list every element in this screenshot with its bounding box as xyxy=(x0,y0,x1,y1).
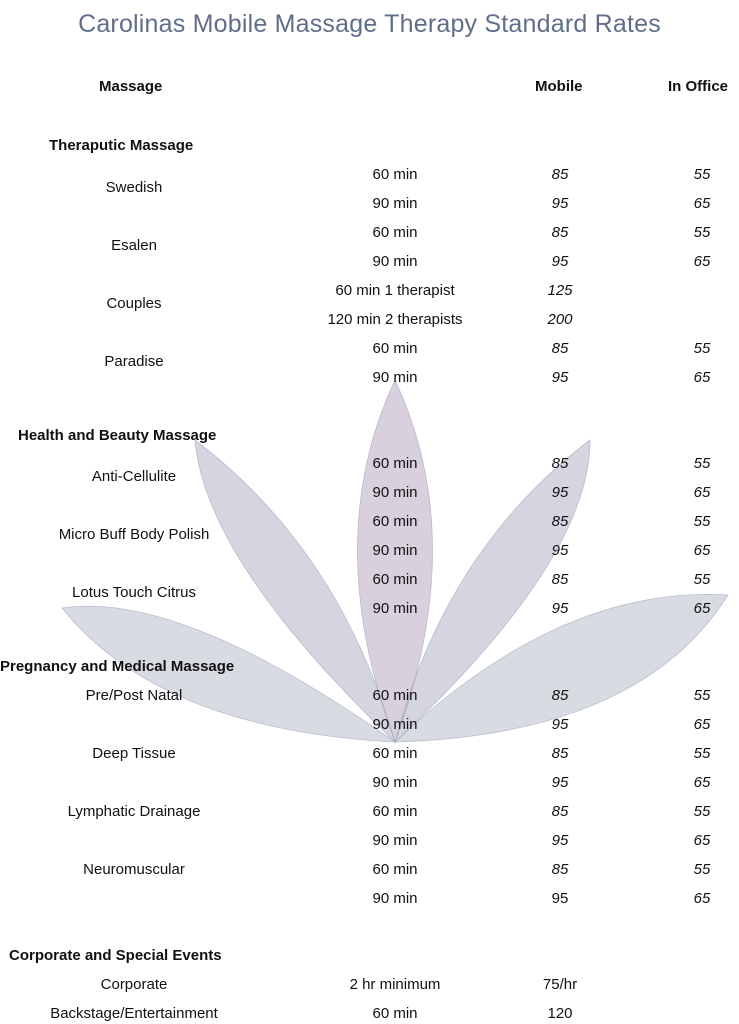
duration-cell: 60 min xyxy=(372,861,418,878)
office-price-cell: 55 xyxy=(693,687,711,704)
mobile-price-cell: 95 xyxy=(551,369,569,386)
mobile-column-header: Mobile xyxy=(535,78,583,95)
duration-cell: 90 min xyxy=(372,542,418,559)
office-price-cell: 65 xyxy=(693,195,711,212)
mobile-price-cell: 120 xyxy=(547,1005,573,1022)
office-price-cell: 55 xyxy=(693,340,711,357)
mobile-price-cell: 95 xyxy=(551,774,569,791)
mobile-price-cell: 85 xyxy=(551,745,569,762)
mobile-price-cell: 95 xyxy=(551,542,569,559)
massage-name: Lotus Touch Citrus xyxy=(72,584,196,601)
duration-cell: 60 min xyxy=(372,513,418,530)
office-price-cell: 55 xyxy=(693,571,711,588)
duration-cell: 60 min 1 therapist xyxy=(335,282,455,299)
massage-name: Backstage/Entertainment xyxy=(50,1005,218,1022)
mobile-price-cell: 85 xyxy=(551,455,569,472)
duration-cell: 60 min xyxy=(372,340,418,357)
massage-name: Swedish xyxy=(105,179,163,196)
office-price-cell: 65 xyxy=(693,774,711,791)
mobile-price-cell: 85 xyxy=(551,803,569,820)
office-price-cell: 55 xyxy=(693,455,711,472)
massage-name: Esalen xyxy=(111,237,157,254)
office-column-header: In Office xyxy=(668,78,729,95)
office-price-cell: 65 xyxy=(693,253,711,270)
mobile-price-cell: 85 xyxy=(551,571,569,588)
mobile-price-cell: 95 xyxy=(551,890,569,907)
section-title: Pregnancy and Medical Massage xyxy=(0,658,235,675)
massage-name: Couples xyxy=(106,295,162,312)
duration-cell: 60 min xyxy=(372,455,418,472)
mobile-price-cell: 95 xyxy=(551,716,569,733)
duration-cell: 90 min xyxy=(372,716,418,733)
duration-cell: 90 min xyxy=(372,253,418,270)
duration-cell: 60 min xyxy=(372,571,418,588)
mobile-price-cell: 95 xyxy=(551,195,569,212)
section-title: Corporate and Special Events xyxy=(9,947,222,964)
mobile-price-cell: 95 xyxy=(551,832,569,849)
mobile-price-cell: 95 xyxy=(551,253,569,270)
mobile-price-cell: 85 xyxy=(551,224,569,241)
office-price-cell: 55 xyxy=(693,224,711,241)
duration-cell: 90 min xyxy=(372,832,418,849)
duration-cell: 60 min xyxy=(372,224,418,241)
section-title: Theraputic Massage xyxy=(49,137,194,154)
massage-name: Pre/Post Natal xyxy=(85,687,183,704)
duration-cell: 120 min 2 therapists xyxy=(327,311,463,328)
mobile-price-cell: 85 xyxy=(551,166,569,183)
duration-cell: 90 min xyxy=(372,195,418,212)
section-title: Health and Beauty Massage xyxy=(18,427,217,444)
massage-name: Paradise xyxy=(104,353,164,370)
office-price-cell: 65 xyxy=(693,832,711,849)
mobile-price-cell: 85 xyxy=(551,513,569,530)
duration-cell: 60 min xyxy=(372,1005,418,1022)
office-price-cell: 65 xyxy=(693,484,711,501)
page-title: Carolinas Mobile Massage Therapy Standard Rates xyxy=(78,10,661,38)
duration-cell: 90 min xyxy=(372,600,418,617)
massage-name: Corporate xyxy=(100,976,168,993)
massage-name: Deep Tissue xyxy=(92,745,176,762)
duration-cell: 60 min xyxy=(372,687,418,704)
office-price-cell: 65 xyxy=(693,369,711,386)
duration-cell: 2 hr minimum xyxy=(349,976,441,993)
office-price-cell: 65 xyxy=(693,716,711,733)
duration-cell: 90 min xyxy=(372,484,418,501)
duration-cell: 60 min xyxy=(372,745,418,762)
massage-name: Lymphatic Drainage xyxy=(67,803,201,820)
mobile-price-cell: 75/hr xyxy=(542,976,578,993)
massage-name: Neuromuscular xyxy=(83,861,185,878)
office-price-cell: 55 xyxy=(693,166,711,183)
office-price-cell: 55 xyxy=(693,861,711,878)
office-price-cell: 55 xyxy=(693,745,711,762)
mobile-price-cell: 125 xyxy=(547,282,573,299)
massage-column-header: Massage xyxy=(99,78,163,95)
mobile-price-cell: 200 xyxy=(547,311,573,328)
duration-cell: 60 min xyxy=(372,803,418,820)
office-price-cell: 65 xyxy=(693,600,711,617)
massage-name: Anti-Cellulite xyxy=(91,468,177,485)
office-price-cell: 55 xyxy=(693,513,711,530)
mobile-price-cell: 85 xyxy=(551,861,569,878)
duration-cell: 90 min xyxy=(372,774,418,791)
mobile-price-cell: 95 xyxy=(551,600,569,617)
office-price-cell: 65 xyxy=(693,542,711,559)
massage-name: Micro Buff Body Polish xyxy=(58,526,210,543)
office-price-cell: 55 xyxy=(693,803,711,820)
mobile-price-cell: 85 xyxy=(551,687,569,704)
mobile-price-cell: 95 xyxy=(551,484,569,501)
duration-cell: 90 min xyxy=(372,890,418,907)
duration-cell: 90 min xyxy=(372,369,418,386)
duration-cell: 60 min xyxy=(372,166,418,183)
office-price-cell: 65 xyxy=(693,890,711,907)
mobile-price-cell: 85 xyxy=(551,340,569,357)
